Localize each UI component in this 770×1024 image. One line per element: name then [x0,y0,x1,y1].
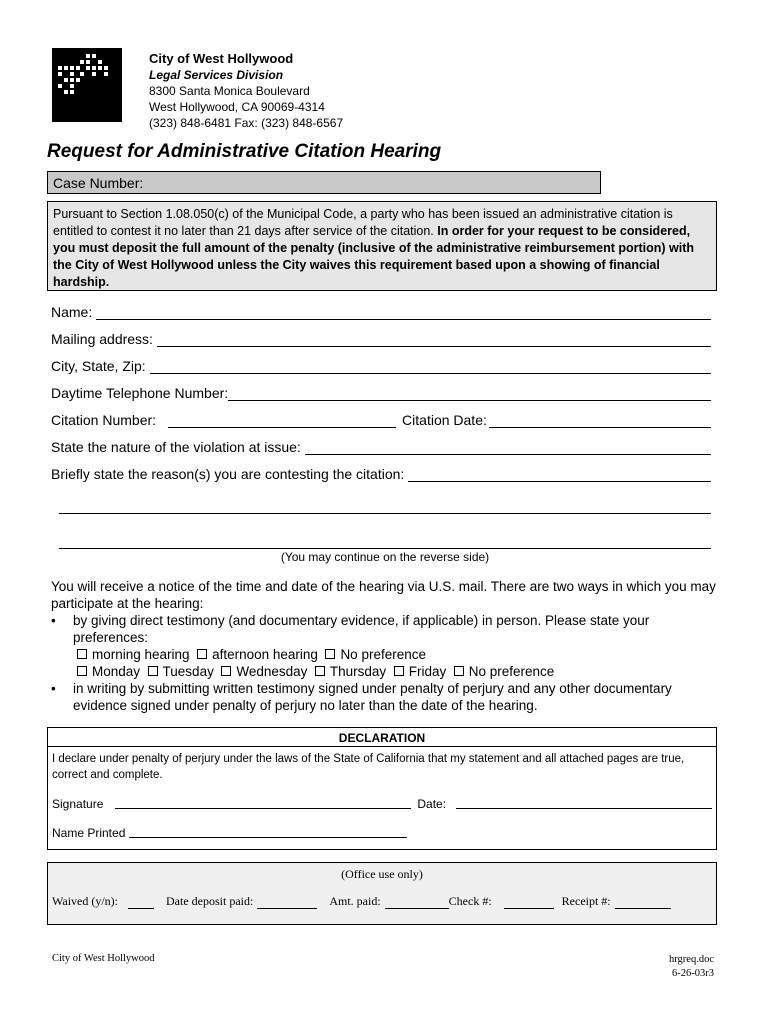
bullet-in-person-text: by giving direct testimony (and documentary evidence, if applicable) in person. Please state your preferences: [73,613,650,645]
hearing-intro: You will receive a notice of the time and date of the hearing via U.S. mail. There are two ways in which you may participate at the hearing: [51,579,716,611]
signature-row [52,793,712,811]
signature-line[interactable] [115,808,411,809]
phone-line[interactable] [228,386,711,401]
org-address-line2: West Hollywood, CA 90069-4314 [149,100,325,114]
receipt-line[interactable] [615,896,671,909]
footer-doc-info [669,953,714,981]
reason-field[interactable] [51,462,711,482]
reason-extra-line-2[interactable] [59,548,711,549]
bullet-in-person [51,612,721,646]
option-afternoon[interactable]: afternoon hearing [197,647,318,662]
option-friday[interactable]: Friday [394,664,447,679]
org-division: Legal Services Division [149,68,284,82]
org-name: City of West Hollywood [149,51,294,66]
waived-label: Waived (y/n): [52,894,119,908]
logo-pattern [58,54,106,102]
bullet-icon: • [51,613,56,628]
office-use-row [52,893,671,909]
declaration-heading: DECLARATION [48,728,716,747]
name-field[interactable] [51,300,711,320]
checkbox-icon[interactable] [77,649,87,659]
checkbox-icon[interactable] [77,666,87,676]
time-preferences [51,646,721,663]
case-number-field[interactable] [47,171,601,194]
signature-label: Signature [52,797,104,811]
check-label: Check #: [448,894,492,908]
amount-paid-label: Amt. paid: [329,894,381,908]
mailing-address-line[interactable] [157,332,711,347]
city-state-zip-field[interactable] [51,354,711,374]
bullet-icon: • [51,681,56,696]
day-preferences [51,663,721,680]
notice-text: Pursuant to Section 1.08.050(c) of the Municipal Code, a party who has been issued an administrative citation is entitled to contest it no later than 21 days after service of the citation. [53,207,673,238]
checkbox-icon[interactable] [315,666,325,676]
option-morning[interactable]: morning hearing [77,647,190,662]
bullet-in-writing [51,680,721,714]
receipt-label: Receipt #: [561,894,611,908]
mailing-address-label: Mailing address: [51,331,153,347]
option-tuesday[interactable]: Tuesday [148,664,214,679]
footer-version: 6-26-03r3 [672,968,714,979]
organization-block [149,51,343,131]
footer-doc-name: hrgreq.doc [669,954,714,965]
citation-field-row [51,408,711,428]
deposit-date-line[interactable] [257,896,317,909]
declaration-text: I declare under penalty of perjury under the laws of the State of California that my statement and all attached pages are true, correct and complete. [52,753,685,781]
case-number-label: Case Number: [53,175,144,191]
city-state-zip-label: City, State, Zip: [51,358,146,374]
amount-paid-line[interactable] [385,896,449,909]
citation-number-label: Citation Number: [51,412,157,428]
citation-date-line[interactable] [489,413,711,428]
city-state-zip-line[interactable] [150,359,711,374]
checkbox-icon[interactable] [454,666,464,676]
hearing-section [51,578,721,714]
option-time-no-preference[interactable]: No preference [325,647,426,662]
citation-date-label: Citation Date: [402,412,487,428]
checkbox-icon[interactable] [197,649,207,659]
form-title: Request for Administrative Citation Hearing [47,141,442,162]
name-label: Name: [51,304,93,320]
reverse-side-note: (You may continue on the reverse side) [280,550,490,564]
notice-box [47,201,717,291]
office-use-box [47,862,717,925]
declaration-box [47,727,717,850]
notice-bold-text: In order for your request to be considered, you must deposit the full amount of the penalty (inclusive of the administrative reimbursement portion) with the City of West Hollywood unless the City waives this requirement based upon a showing of financial hardship. [53,224,695,289]
option-wednesday[interactable]: Wednesday [221,664,307,679]
option-day-no-preference[interactable]: No preference [454,664,555,679]
option-monday[interactable]: Monday [77,664,140,679]
date-line[interactable] [456,808,712,809]
check-line[interactable] [504,896,554,909]
footer-org: City of West Hollywood [52,953,155,964]
phone-label: Daytime Telephone Number: [51,385,229,401]
violation-label: State the nature of the violation at issue: [51,439,301,455]
checkbox-icon[interactable] [325,649,335,659]
violation-field[interactable] [51,435,711,455]
city-logo [52,48,122,122]
mailing-address-field[interactable] [51,327,711,347]
option-thursday[interactable]: Thursday [315,664,386,679]
date-label: Date: [417,797,447,811]
checkbox-icon[interactable] [221,666,231,676]
name-printed-row [52,822,407,840]
name-printed-line[interactable] [129,837,407,838]
deposit-date-label: Date deposit paid: [166,894,254,908]
waived-line[interactable] [128,896,154,909]
org-phone: (323) 848-6481 Fax: (323) 848-6567 [149,116,344,130]
reason-label: Briefly state the reason(s) you are contesting the citation: [51,466,405,482]
reason-line[interactable] [408,467,711,482]
violation-line[interactable] [305,440,711,455]
name-printed-label: Name Printed [52,826,126,840]
citation-number-line[interactable] [168,413,396,428]
bullet-in-writing-text: in writing by submitting written testimony signed under penalty of perjury and any other documentary evidence signed under penalty of perjury no later than the date of the hearing. [73,681,672,713]
reason-extra-line-1[interactable] [59,513,711,514]
checkbox-icon[interactable] [148,666,158,676]
phone-field[interactable] [51,381,711,401]
office-use-heading: (Office use only) [341,867,423,881]
name-line[interactable] [96,305,711,320]
org-address-line1: 8300 Santa Monica Boulevard [149,84,310,98]
checkbox-icon[interactable] [394,666,404,676]
